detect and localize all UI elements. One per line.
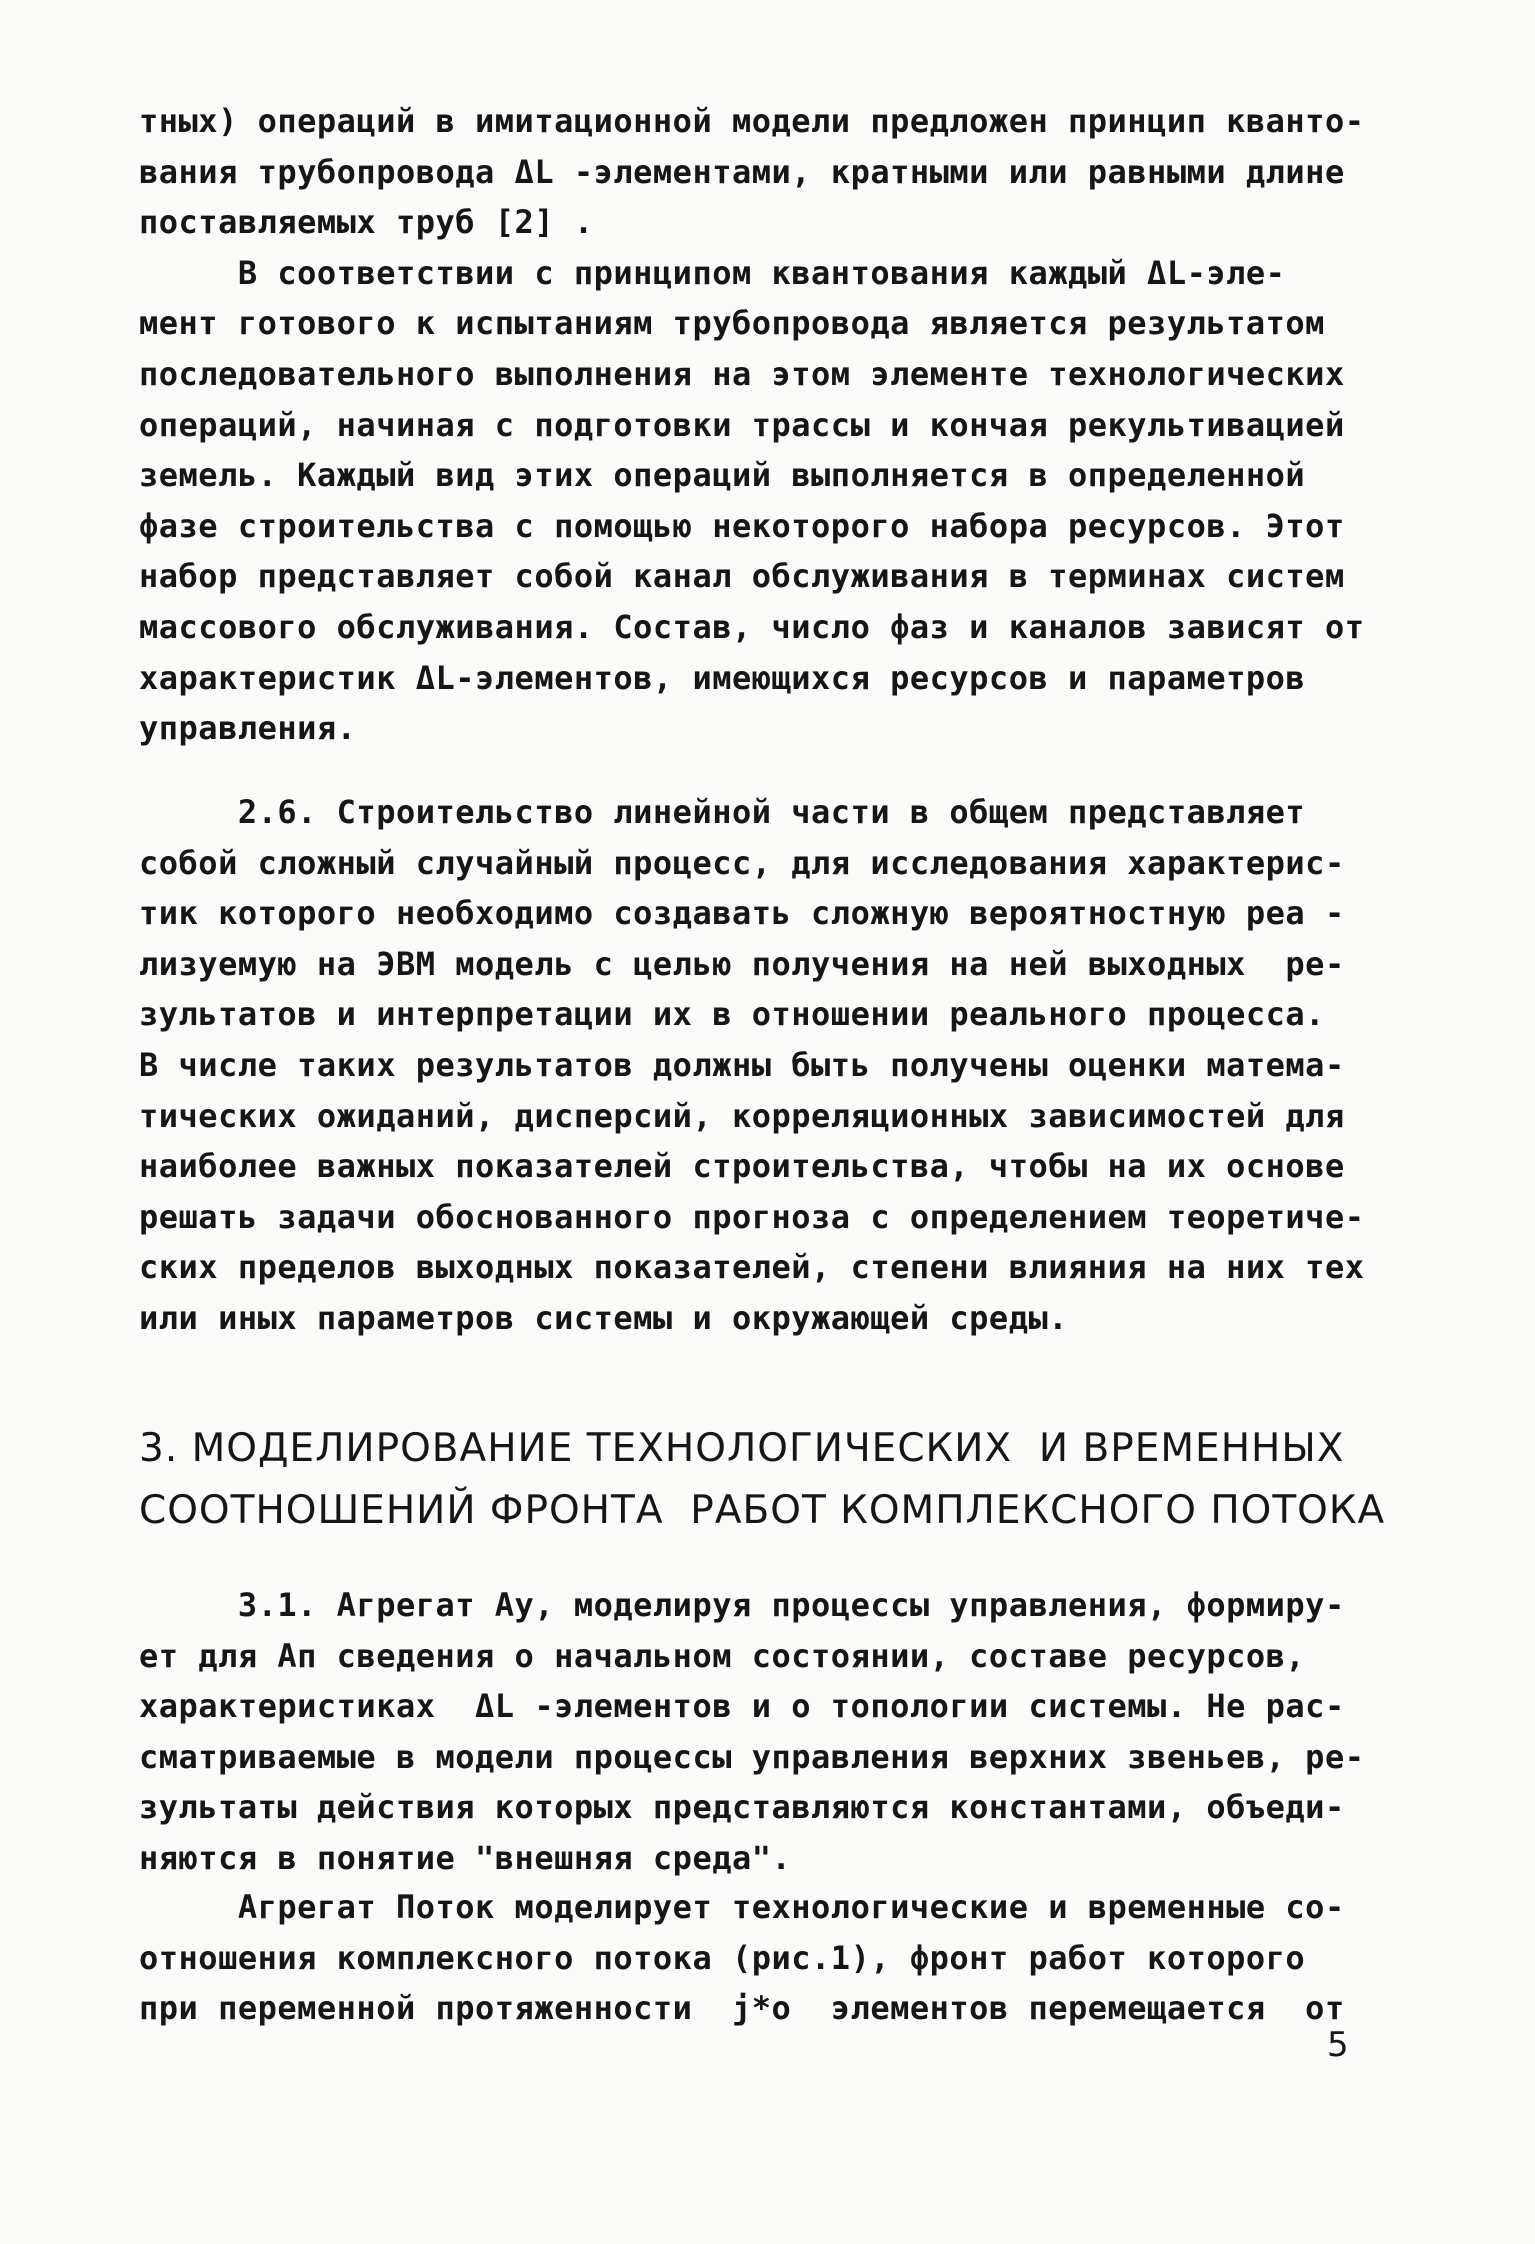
text-line: поставляемых труб [2] . [139, 203, 594, 242]
text-line: В соответствии с принципом квантования каждый ΔL-эле- [139, 253, 1286, 292]
paragraph-3-1 [139, 1580, 1399, 1884]
text-line: последовательного выполнения на этом элементе технологических [139, 354, 1345, 393]
section-heading [139, 1418, 1399, 1542]
text-line: при переменной протяженности j*о элементов перемещается от [139, 1989, 1345, 2028]
heading-line: 3. МОДЕЛИРОВАНИЕ ТЕХНОЛОГИЧЕСКИХ И ВРЕМЕННЫХ [139, 1426, 1345, 1471]
text-line: тных) операций в имитационной модели предложен принцип кванто- [139, 102, 1365, 140]
text-line: 2.6. Строительство линейной части в общем представляет [139, 793, 1306, 831]
text-line: В числе таких результатов должны быть получены оценки матема- [139, 1045, 1345, 1084]
text-line: ских пределов выходных показателей, степени влияния на них тех [139, 1248, 1365, 1287]
text-line: собой сложный случайный процесс, для исследования характерис- [139, 843, 1345, 882]
text-line: решать задачи обоснованного прогноза с определением теоретиче- [139, 1197, 1365, 1236]
text-line: земель. Каждый вид этих операций выполняется в определенной [139, 456, 1306, 495]
heading-line: СООТНОШЕНИЙ ФРОНТА РАБОТ КОМПЛЕКСНОГО ПОТОКА [139, 1488, 1386, 1533]
text-line: ет для Ап сведения о начальном состоянии, составе ресурсов, [139, 1636, 1306, 1675]
text-line: или иных параметров системы и окружающей среды. [139, 1298, 1068, 1337]
page-number: 5 [1327, 2025, 1349, 2065]
text-line: наиболее важных показателей строительства, чтобы на их основе [139, 1147, 1345, 1186]
text-line: няются в понятие "внешняя среда". [139, 1838, 792, 1877]
text-line: характеристиках ΔL -элементов и о топологии системы. Не рас- [139, 1687, 1345, 1726]
text-line: тик которого необходимо создавать сложную вероятностную реа - [139, 894, 1345, 933]
paragraph-potok [139, 1882, 1399, 2034]
paragraph-quantization [139, 96, 1399, 754]
text-line: лизуемую на ЭВМ модель с целью получения на ней выходных ре- [139, 944, 1345, 983]
text-line: набор представляет собой канал обслуживания в терминах систем [139, 557, 1345, 596]
text-line: отношения комплексного потока (рис.1), фронт работ которого [139, 1938, 1306, 1977]
text-line: тических ожиданий, дисперсий, корреляционных зависимостей для [139, 1096, 1345, 1135]
text-line: 3.1. Агрегат Ау, моделируя процессы управления, формиру- [139, 1586, 1345, 1624]
text-line: управления. [139, 709, 357, 748]
text-line: операций, начиная с подготовки трассы и кончая рекультивацией [139, 405, 1345, 444]
text-line: сматриваемые в модели процессы управления верхних звеньев, ре- [139, 1737, 1365, 1776]
text-line: зультаты действия которых представляются константами, объеди- [139, 1788, 1345, 1827]
text-line: фазе строительства с помощью некоторого набора ресурсов. Этот [139, 506, 1345, 545]
text-line: зультатов и интерпретации их в отношении реального процесса. [139, 995, 1325, 1034]
text-line: характеристик ΔL-элементов, имеющихся ресурсов и параметров [139, 658, 1306, 697]
text-line: вания трубопровода ΔL -элементами, кратными или равными длине [139, 152, 1345, 191]
paragraph-2-6 [139, 787, 1399, 1344]
text-line: Агрегат Поток моделирует технологические и временные со- [139, 1888, 1345, 1926]
text-line: массового обслуживания. Состав, число фаз и каналов зависят от [139, 607, 1365, 646]
text-line: мент готового к испытаниям трубопровода является результатом [139, 304, 1325, 343]
